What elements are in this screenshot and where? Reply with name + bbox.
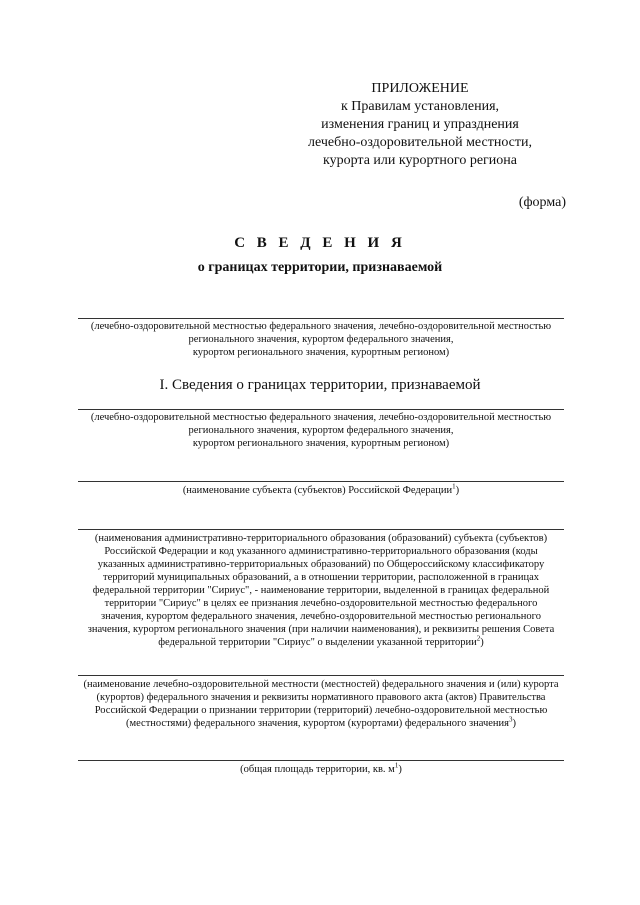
section-1-heading: I. Сведения о границах территории, признаваемой xyxy=(159,377,481,393)
caption-line: (лечебно-оздоровительной местностью федерального значения, лечебно-оздоровительной местностью xyxy=(90,412,552,423)
appendix-line: изменения границ и упразднения xyxy=(321,117,519,132)
caption-line: федеральной территории "Сириус", - наименование территории, выделенной в границах федеральной xyxy=(92,585,550,596)
caption-line: курортом регионального значения, курортным регионом) xyxy=(192,347,450,358)
caption-close: ) xyxy=(512,718,516,729)
caption-close: ) xyxy=(398,764,402,775)
caption-text: (общая площадь территории, кв. м xyxy=(240,764,395,775)
caption-line: федеральной территории "Сириус" о выделении указанной территории xyxy=(158,637,477,648)
caption-area xyxy=(70,763,572,776)
appendix-line: лечебно-оздоровительной местности, xyxy=(308,135,532,150)
caption-line: регионального значения, курортом федерального значения, xyxy=(188,425,454,436)
caption-line: (наименование лечебно-оздоровительной местности (местностей) федерального значения и (или) курорта xyxy=(83,679,559,690)
footnote-marker: 2 xyxy=(476,634,481,643)
caption-line: указанных административно-территориальных образований) по Общероссийскому классификатору xyxy=(97,559,545,570)
caption-territory-type xyxy=(70,320,572,359)
caption-line: (курортов) федерального значения и реквизиты нормативного правового акта (актов) Правительства xyxy=(96,692,546,703)
fill-line-territory-type-2 xyxy=(78,409,564,410)
caption-line: территорий муниципальных образований, а в отношении территории, расположенной в границах xyxy=(102,572,539,583)
caption-line: территории "Сириус" в целях ее признания лечебно-оздоровительной местностью федерального xyxy=(104,598,538,609)
caption-line: значения, курортом регионального значения (при наличии наименования), и реквизиты решения Совета xyxy=(87,624,555,635)
form-label: (форма) xyxy=(518,195,566,210)
caption-line: (местностями) федерального значения, курортом (курортами) федерального значения xyxy=(125,718,509,729)
fill-line-subject xyxy=(78,481,564,482)
caption-federal xyxy=(70,678,572,730)
caption-close: ) xyxy=(455,485,460,496)
footnote-marker: 1 xyxy=(394,761,399,770)
document-title: С В Е Д Е Н И Я xyxy=(234,235,406,251)
fill-line-territory-type xyxy=(78,318,564,319)
caption-subject xyxy=(70,484,572,497)
document-subtitle: о границах территории, признаваемой xyxy=(197,260,443,275)
caption-territory-type-2 xyxy=(70,411,572,450)
footnote-marker: 3 xyxy=(509,715,513,724)
appendix-line: курорта или курортного региона xyxy=(323,153,517,168)
caption-line: регионального значения, курортом федерального значения, xyxy=(188,334,454,345)
caption-line: Российской Федерации о признании территории (территорий) лечебно-оздоровительной местностью xyxy=(94,705,548,716)
caption-close: ) xyxy=(480,637,484,648)
appendix-line: к Правилам установления, xyxy=(340,99,500,114)
caption-line: (лечебно-оздоровительной местностью федерального значения, лечебно-оздоровительной местностью xyxy=(90,321,552,332)
caption-line: курортом регионального значения, курортным регионом) xyxy=(192,438,450,449)
appendix-header xyxy=(300,80,540,170)
caption-line: Российской Федерации и код указанного административно-территориального образования (коды xyxy=(104,546,538,557)
fill-line-area xyxy=(78,760,564,761)
fill-line-municipal xyxy=(78,529,564,530)
caption-text: (наименование субъекта (субъектов) Российской Федерации xyxy=(182,485,453,496)
caption-line: значения, курортом федерального значения, лечебно-оздоровительной местностью регионального xyxy=(101,611,541,622)
caption-line: (наименования административно-территориального образования (образований) субъекта (субъектов) xyxy=(94,533,548,544)
fill-line-federal xyxy=(78,675,564,676)
caption-municipal xyxy=(70,532,572,649)
appendix-line: ПРИЛОЖЕНИЕ xyxy=(371,81,469,96)
footnote-marker: 1 xyxy=(452,482,456,491)
